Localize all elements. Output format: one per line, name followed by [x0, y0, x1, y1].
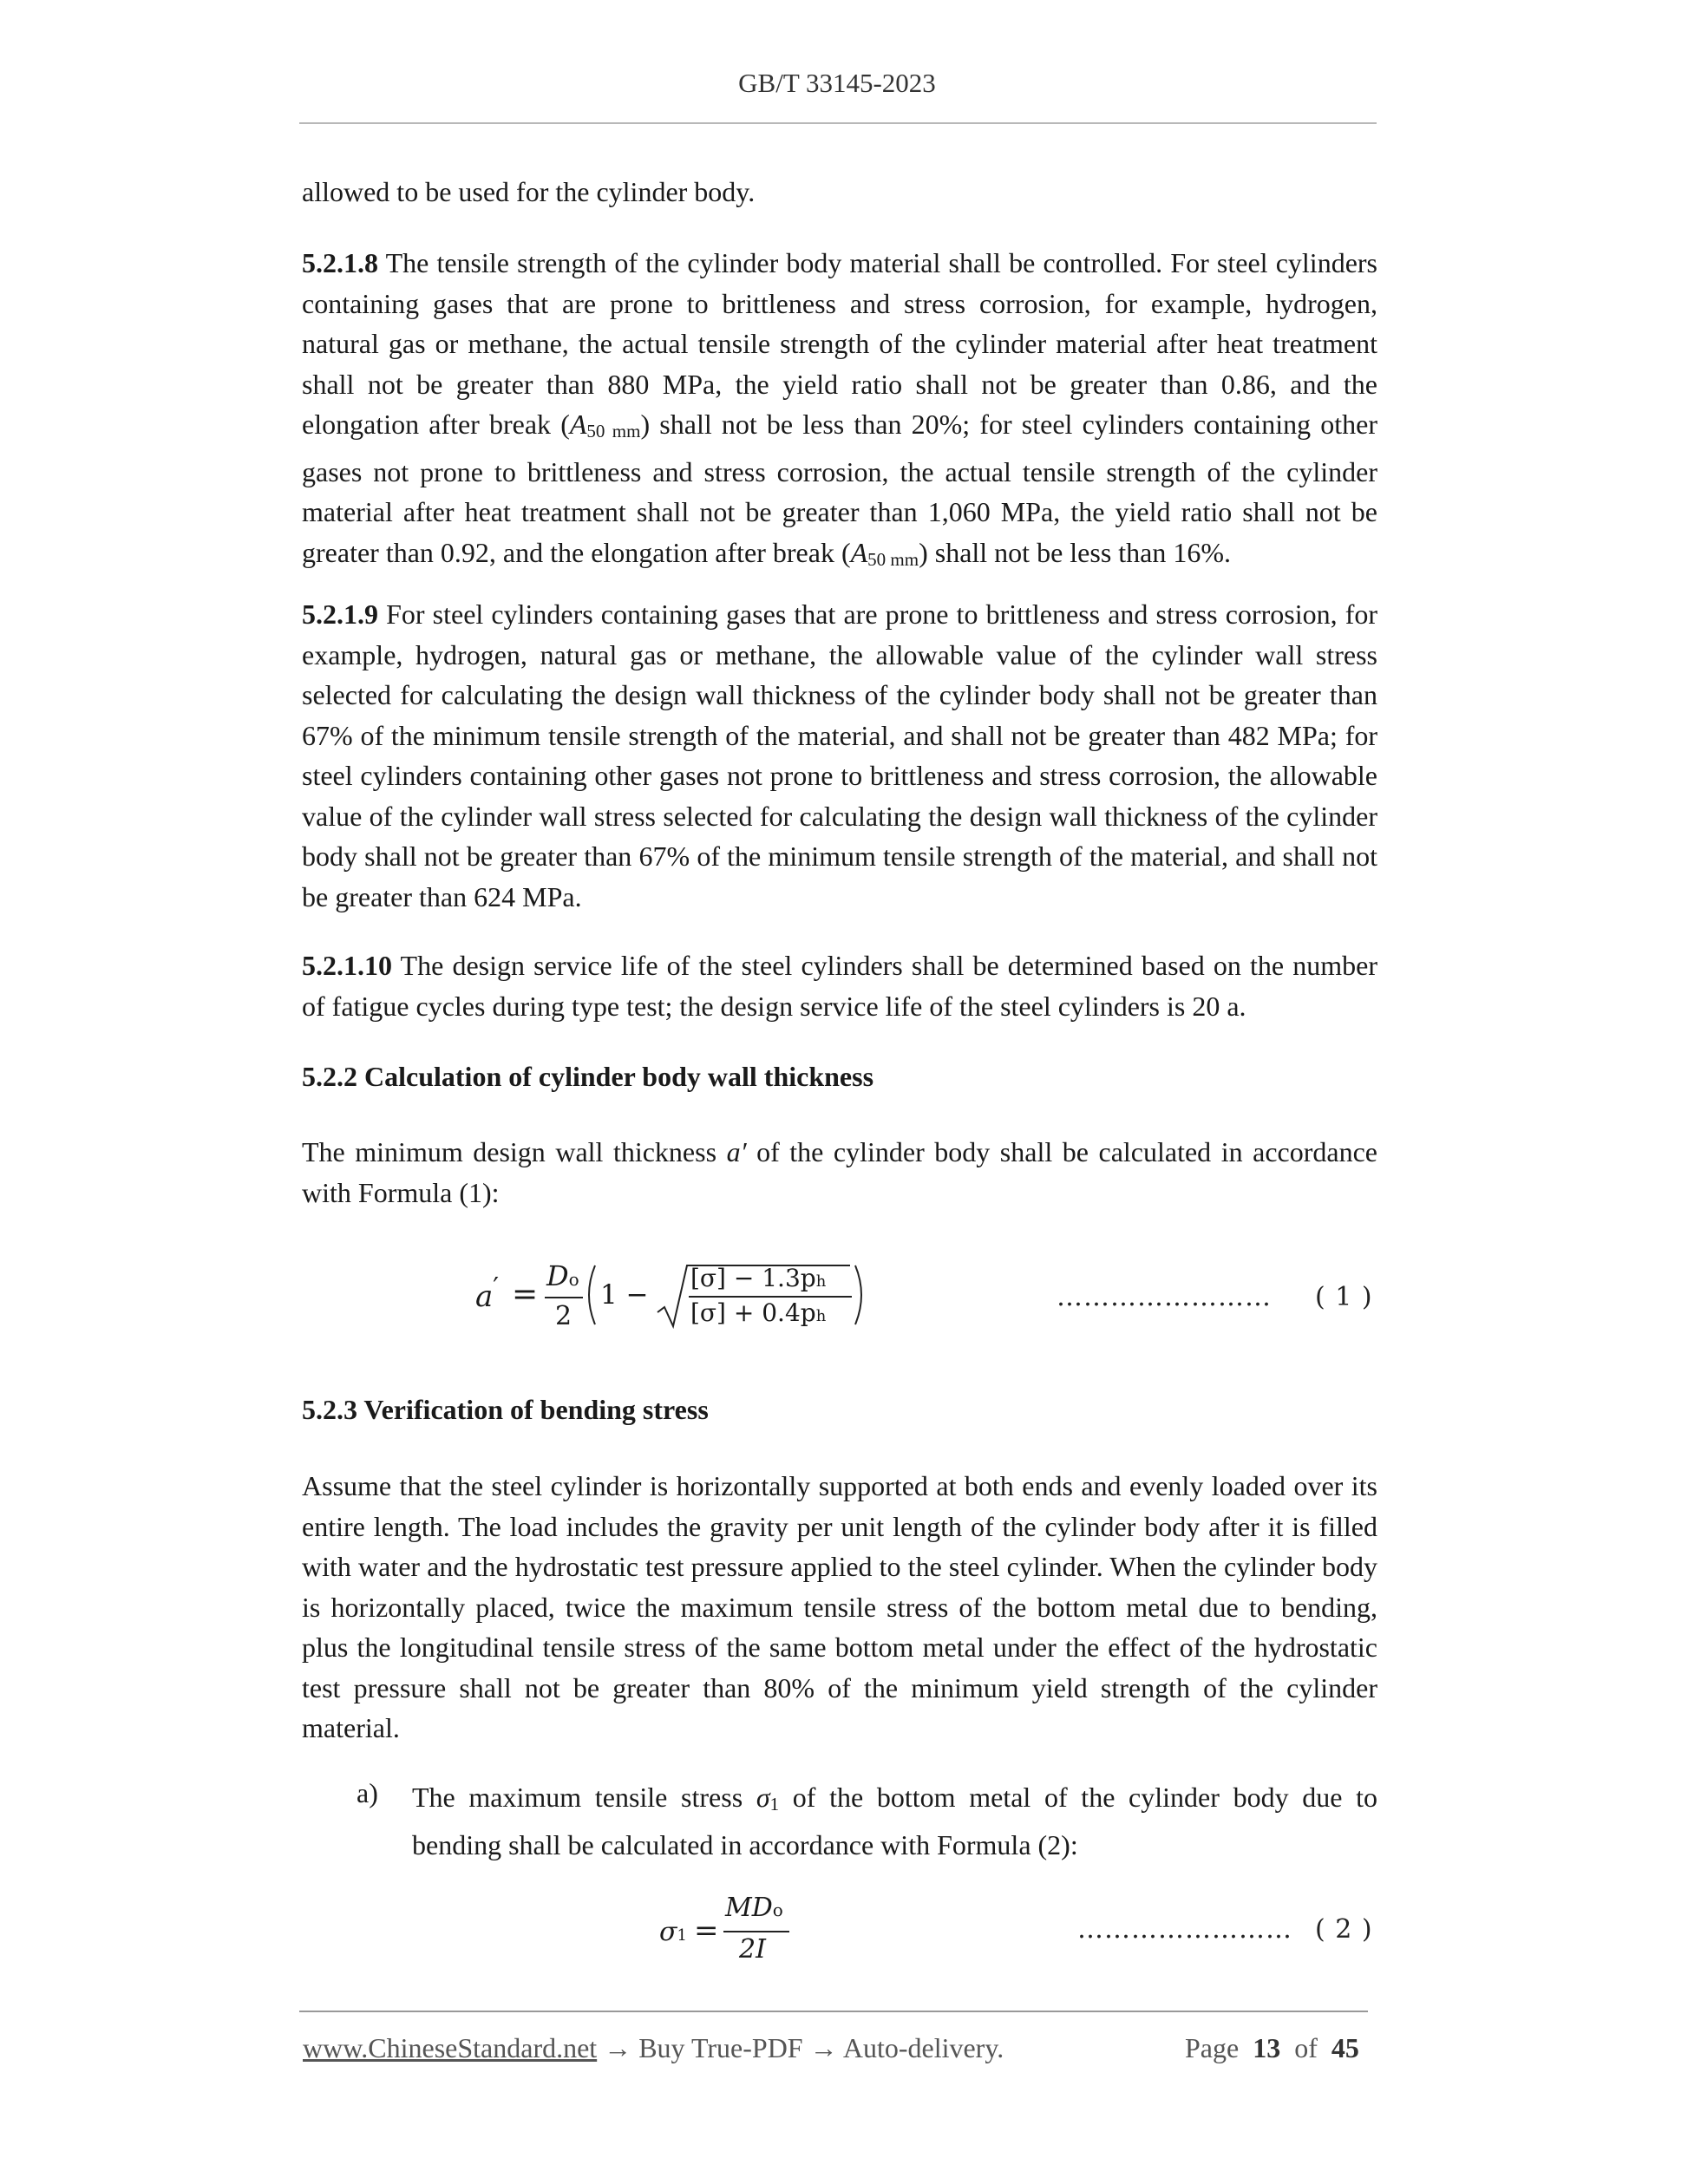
paragraph-text: The design service life of the steel cylinders shall be determined based on the number of fatigue cycles during type test; the design service life of the steel cylinders is 20 a. [302, 950, 1377, 1022]
paragraph-text: The minimum design wall thickness [302, 1136, 727, 1167]
subscript: 1 [677, 1926, 687, 1945]
paragraph-bending-stress: Assume that the steel cylinder is horizontally supported at both ends and evenly loaded over its entire length. The load includes the gravity per unit length of the cylinder body after it is filled with water and the hydrostatic test pressure applied to the steel cylinder. When the cylinder body is horizontally placed, twice the maximum tensile stress of the bottom metal due to bending, plus the longitudinal tensile stress of the same bottom metal under the effect of the hydrostatic test pressure shall not be greater than 80% of the minimum yield strength of the cylinder material. [302, 1470, 1377, 1743]
total-pages: 45 [1331, 2032, 1359, 2063]
footer-website-link[interactable]: www.ChineseStandard.net [303, 2032, 598, 2063]
expr: 2I [739, 1934, 766, 1965]
document-header: GB/T 33145-2023 [738, 68, 936, 98]
formula-1-radicand-numerator [690, 1264, 826, 1292]
subscript: o [772, 1900, 783, 1920]
clause-number: 5.2.1.8 [302, 247, 378, 278]
subscript: h [815, 1272, 827, 1291]
expr: [σ] + 0.4p [690, 1298, 816, 1327]
var-md: MD [725, 1893, 773, 1923]
subscript: 50 mm [867, 548, 919, 570]
page-number [1185, 2032, 1359, 2064]
var-sigma: σ [659, 1917, 677, 1947]
formula-2-equals: = [694, 1913, 719, 1948]
section-heading-5-2-2: 5.2.2 Calculation of cylinder body wall thickness [302, 1061, 874, 1092]
formula-2-lhs [659, 1917, 687, 1947]
of-label: of [1294, 2032, 1318, 2063]
formula-1-leader-dots: …………………… [1057, 1282, 1272, 1312]
page-label: Page [1185, 2032, 1240, 2063]
clause-number: 5.2.1.10 [302, 950, 392, 981]
paragraph-text: of the cylinder body shall be calculated in accordance with Formula (1): [302, 1136, 1378, 1208]
clause-number: 5.2.1.9 [302, 598, 378, 630]
paragraph-5-2-1-10 [302, 945, 1377, 1026]
symbol-a: A [569, 409, 587, 440]
subscript: 1 [769, 1794, 780, 1815]
list-item-a [412, 1777, 1377, 1865]
var-d: D [546, 1259, 569, 1292]
formula-2-denominator [739, 1934, 766, 1965]
paragraph-continuation: allowed to be used for the cylinder body. [302, 176, 756, 207]
formula-1-lhs [475, 1272, 500, 1314]
expr: [σ] − 1.3p [690, 1264, 816, 1292]
subscript: 50 mm [586, 421, 641, 441]
footer-divider [299, 2011, 1368, 2012]
paragraph-wall-thickness [302, 1132, 1377, 1213]
formula-2-numerator [725, 1893, 783, 1923]
footer-promo-text: → Buy True-PDF → Auto-delivery. [597, 2032, 1004, 2063]
paragraph-text: For steel cylinders containing gases that are prone to brittleness and stress corrosion, for example, hydrogen, natural gas or methane, the allowable value of the cylinder wall stress selected for calculating the design wall thickness of the cylinder body shall not be greater than 67% of the minimum tensile strength of the material, and shall not be greater than 482 MPa; for steel cylinders containing other gases not prone to brittleness and stress corrosion, the allowable value of the cylinder wall stress selected for calculating the design wall thickness of the cylinder body shall not be greater than 67% of the minimum tensile strength of the material, and shall not be greater than 624 MPa. [302, 598, 1377, 912]
paragraph-5-2-1-9 [302, 594, 1377, 917]
formula-1-equals: = [512, 1277, 539, 1312]
formula-2-label: ( 2 ) [1315, 1914, 1373, 1945]
paragraph-text: ) shall not be less than 20%; for steel cylinders containing other gases not prone to brittleness and stress corrosion, the actual tensile strength of the cylinder material after heat treatment shall not be greater than 1,060 MPa, the yield ratio shall not be greater than 0.92, and the elongation after break ( [302, 409, 1378, 568]
symbol-sigma: σ [756, 1782, 770, 1813]
subscript: h [815, 1307, 827, 1325]
fraction-bar [723, 1931, 789, 1932]
formula-2-leader-dots: …………………… [1077, 1914, 1292, 1945]
formula-1-numerator [546, 1259, 579, 1292]
footer-promo [303, 2032, 1004, 2064]
formula-1-denominator: 2 [555, 1301, 572, 1331]
symbol-a-prime: a′ [726, 1136, 747, 1167]
paragraph-text: The maximum tensile stress [412, 1782, 756, 1813]
fraction-bar [545, 1297, 583, 1298]
formula-1-label: ( 1 ) [1315, 1282, 1373, 1312]
document-body [302, 0, 1377, 1995]
section-heading-5-2-3: 5.2.3 Verification of bending stress [302, 1394, 709, 1425]
paragraph-text: The tensile strength of the cylinder body material shall be controlled. For steel cylinders containing gases that are prone to brittleness and stress corrosion, for example, hydrogen, natural gas or methane, the actual tensile strength of the cylinder material after heat treatment shall not be greater than 880 MPa, the yield ratio shall not be greater than 0.86, and the elongation after break ( [302, 247, 1377, 440]
current-page: 13 [1253, 2032, 1281, 2063]
paragraph-text: of the bottom metal of the cylinder body due to bending shall be calculated in accordance with Formula (2): [412, 1782, 1378, 1860]
symbol-a: A [850, 536, 868, 568]
paragraph-text: ) shall not be less than 16%. [919, 536, 1232, 568]
formula-1-one-minus: 1 − [600, 1279, 649, 1311]
var-a: a [475, 1279, 494, 1314]
subscript: o [568, 1269, 579, 1290]
paragraph-5-2-1-8 [302, 243, 1377, 579]
prime: ′ [493, 1272, 500, 1303]
list-marker: a) [357, 1777, 378, 1808]
formula-1-radicand-denominator [690, 1298, 826, 1327]
